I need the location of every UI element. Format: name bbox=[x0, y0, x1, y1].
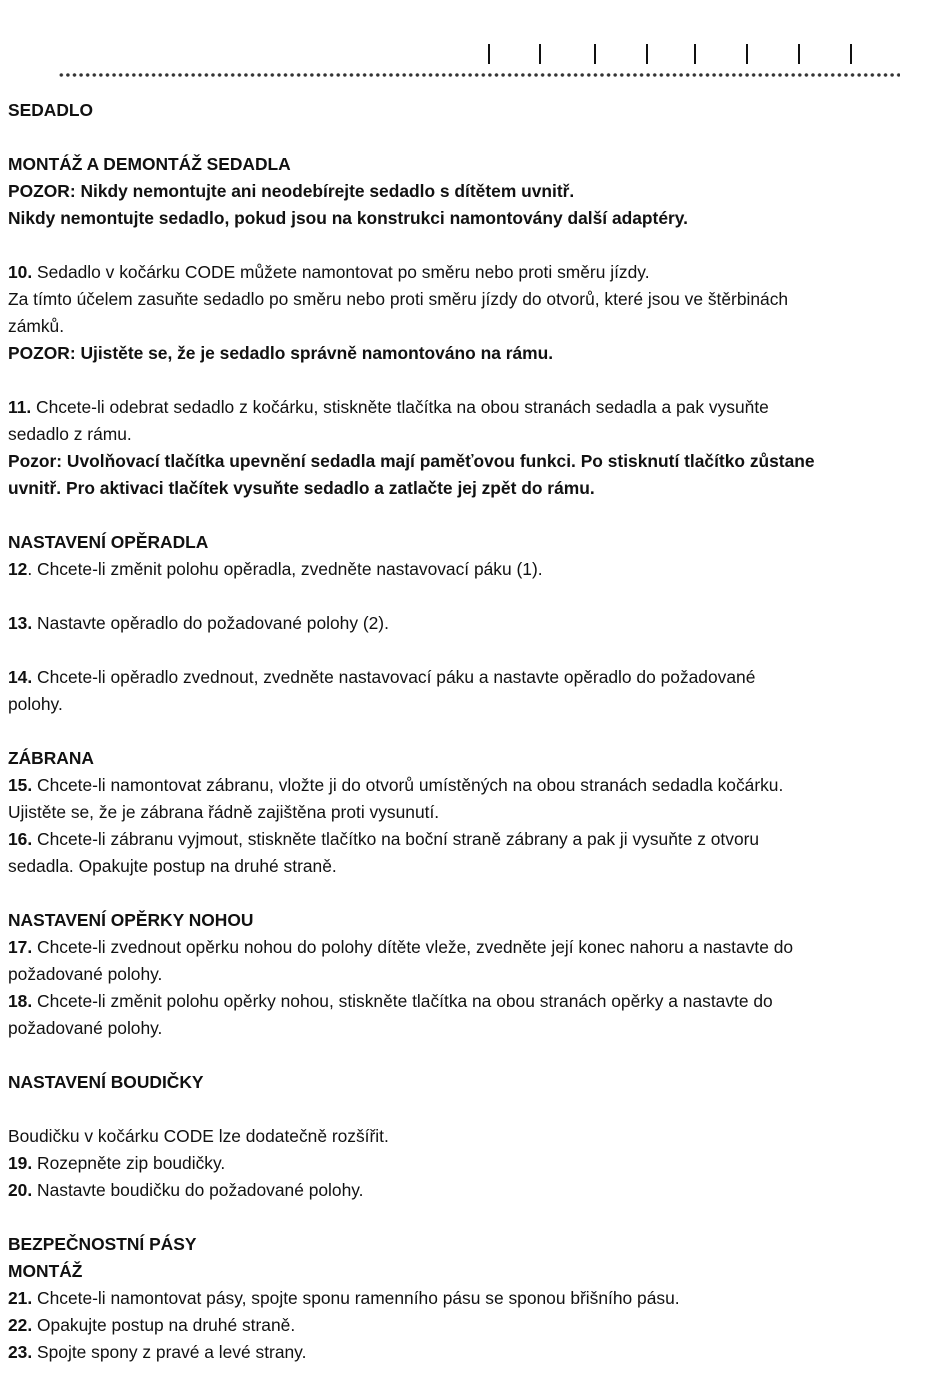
page-tick-marks bbox=[0, 44, 950, 64]
step-number: 11. bbox=[8, 397, 32, 417]
tick-mark bbox=[594, 44, 596, 64]
step-number: 19. bbox=[8, 1153, 33, 1173]
step-number: 16. bbox=[8, 829, 33, 849]
step-text: Rozepněte zip boudičky. bbox=[32, 1153, 226, 1173]
step-10 bbox=[8, 259, 933, 286]
step-17 bbox=[8, 934, 933, 961]
section-title: MONTÁŽ A DEMONTÁŽ SEDADLA bbox=[8, 154, 291, 174]
tick-mark bbox=[694, 44, 696, 64]
step-text: Nastavte boudičku do požadované polohy. bbox=[32, 1180, 364, 1200]
step-19 bbox=[8, 1150, 933, 1177]
step-text: sedadlo z rámu. bbox=[8, 424, 132, 444]
tick-mark bbox=[488, 44, 490, 64]
step-text: Chcete-li namontovat zábranu, vložte ji do otvorů umístěných na obou stranách sedadla kočárku. bbox=[32, 775, 784, 795]
warning-text: Nikdy nemontujte sedadlo, pokud jsou na konstrukci namontovány další adaptéry. bbox=[8, 208, 688, 228]
step-text: Za tímto účelem zasuňte sedadlo po směru nebo proti směru jízdy do otvorů, které jsou ve štěrbinách bbox=[8, 289, 789, 309]
dotted-divider bbox=[58, 72, 900, 78]
step-text: Spojte spony z pravé a levé strany. bbox=[32, 1342, 307, 1362]
tick-mark bbox=[798, 44, 800, 64]
step-text: Chcete-li zvednout opěrku nohou do polohy dítěte vleže, zvedněte její konec nahoru a nastavte do bbox=[32, 937, 794, 957]
step-13 bbox=[8, 610, 933, 637]
step-text: sedadla. Opakujte postup na druhé straně. bbox=[8, 856, 337, 876]
warning-text: POZOR: Ujistěte se, že je sedadlo správně namontováno na rámu. bbox=[8, 343, 554, 363]
step-12 bbox=[8, 556, 933, 583]
subsection-title: MONTÁŽ bbox=[8, 1261, 83, 1281]
step-number: 12 bbox=[8, 559, 28, 579]
section-title: NASTAVENÍ OPĚRKY NOHOU bbox=[8, 910, 254, 930]
section-title: ZÁBRANA bbox=[8, 748, 94, 768]
step-number: 18. bbox=[8, 991, 33, 1011]
warning-text: Pozor: Uvolňovací tlačítka upevnění sedadla mají paměťovou funkci. Po stisknutí tlačítko zůstane bbox=[8, 451, 815, 471]
step-text: Ujistěte se, že je zábrana řádně zajištěna proti vysunutí. bbox=[8, 802, 440, 822]
step-14 bbox=[8, 664, 933, 691]
step-number: 21. bbox=[8, 1288, 33, 1308]
step-number: 22. bbox=[8, 1315, 33, 1335]
warning-text: POZOR: Nikdy nemontujte ani neodebírejte sedadlo s dítětem uvnitř. bbox=[8, 181, 575, 201]
step-text: Chcete-li změnit polohu opěrky nohou, stiskněte tlačítka na obou stranách opěrky a nastavte do bbox=[32, 991, 773, 1011]
step-number: 17. bbox=[8, 937, 33, 957]
step-text: Chcete-li opěradlo zvednout, zvedněte nastavovací páku a nastavte opěradlo do požadované bbox=[32, 667, 756, 687]
step-text: Sedadlo v kočárku CODE můžete namontovat po směru nebo proti směru jízdy. bbox=[32, 262, 650, 282]
step-15 bbox=[8, 772, 933, 799]
section-title: NASTAVENÍ OPĚRADLA bbox=[8, 532, 209, 552]
step-text: Chcete-li zábranu vyjmout, stiskněte tlačítko na boční straně zábrany a pak ji vysuňte z otvoru bbox=[32, 829, 760, 849]
section-title: SEDADLO bbox=[8, 100, 94, 120]
tick-mark bbox=[746, 44, 748, 64]
step-21 bbox=[8, 1285, 933, 1312]
step-18 bbox=[8, 988, 933, 1015]
document-body bbox=[8, 97, 933, 1366]
step-number: 13. bbox=[8, 613, 33, 633]
section-title: BEZPEČNOSTNÍ PÁSY bbox=[8, 1234, 197, 1254]
tick-mark bbox=[539, 44, 541, 64]
step-text: Chcete-li namontovat pásy, spojte sponu ramenního pásu se sponou břišního pásu. bbox=[32, 1288, 680, 1308]
section-title: NASTAVENÍ BOUDIČKY bbox=[8, 1072, 204, 1092]
step-number: 20. bbox=[8, 1180, 33, 1200]
step-text: požadované polohy. bbox=[8, 1018, 163, 1038]
step-22 bbox=[8, 1312, 933, 1339]
step-text: polohy. bbox=[8, 694, 63, 714]
step-text: požadované polohy. bbox=[8, 964, 163, 984]
step-23 bbox=[8, 1339, 933, 1366]
warning-text: uvnitř. Pro aktivaci tlačítek vysuňte sedadlo a zatlačte jej zpět do rámu. bbox=[8, 478, 595, 498]
tick-mark bbox=[646, 44, 648, 64]
intro-text: Boudičku v kočárku CODE lze dodatečně rozšířit. bbox=[8, 1126, 389, 1146]
step-text: Chcete-li odebrat sedadlo z kočárku, stiskněte tlačítka na obou stranách sedadla a pak vysuňte bbox=[31, 397, 769, 417]
step-text: Nastavte opěradlo do požadované polohy (2). bbox=[32, 613, 389, 633]
tick-mark bbox=[850, 44, 852, 64]
step-20 bbox=[8, 1177, 933, 1204]
step-text: . Chcete-li změnit polohu opěradla, zvedněte nastavovací páku (1). bbox=[27, 559, 543, 579]
step-number: 10. bbox=[8, 262, 33, 282]
step-text: zámků. bbox=[8, 316, 65, 336]
step-number: 15. bbox=[8, 775, 33, 795]
step-number: 23. bbox=[8, 1342, 33, 1362]
step-number: 14. bbox=[8, 667, 33, 687]
step-text: Opakujte postup na druhé straně. bbox=[32, 1315, 296, 1335]
step-11 bbox=[8, 394, 933, 421]
step-16 bbox=[8, 826, 933, 853]
